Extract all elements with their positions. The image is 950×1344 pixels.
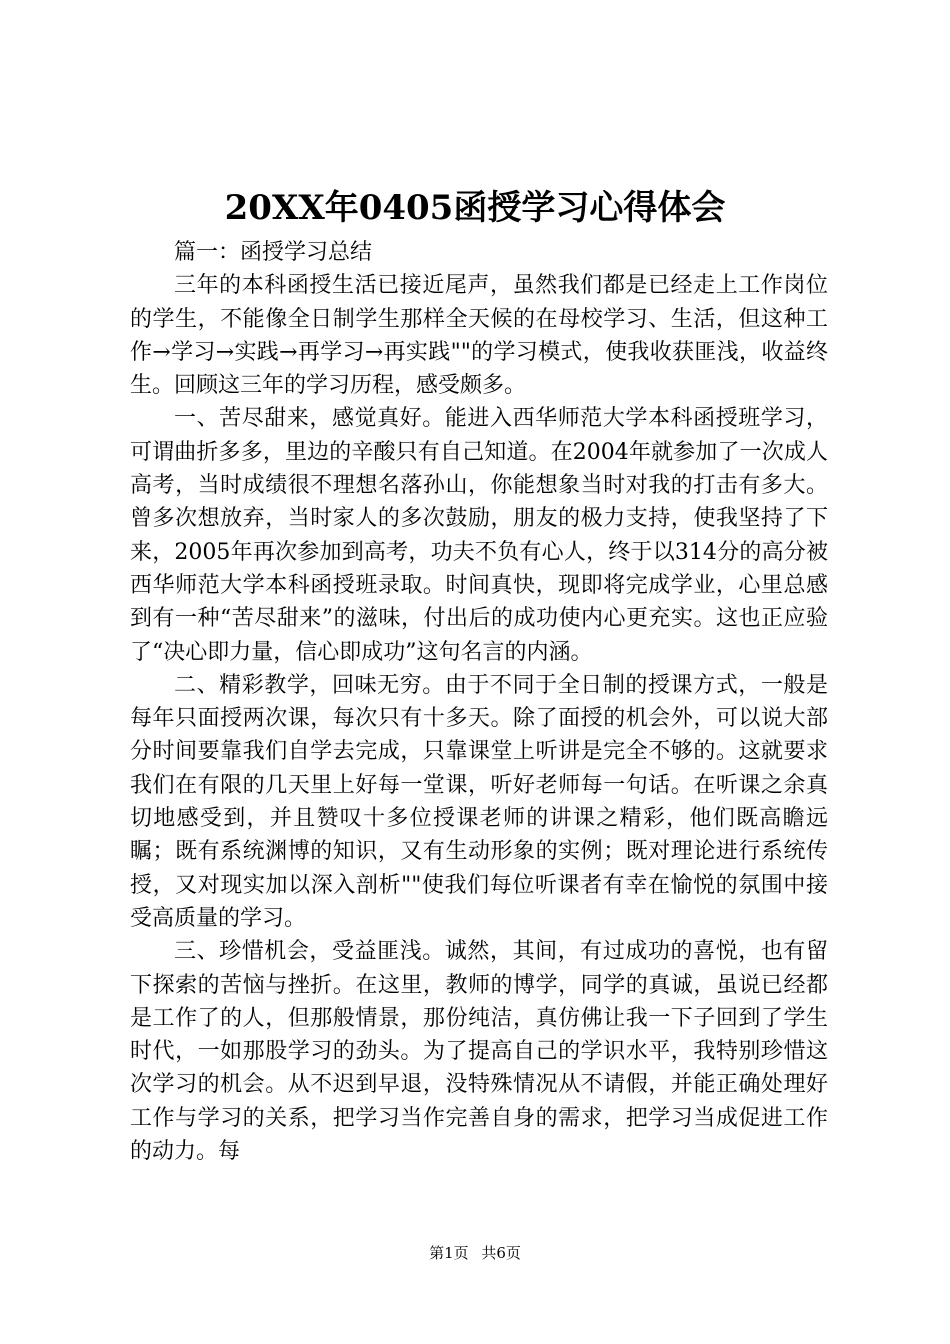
document-title: 20XX年0405函授学习心得体会 [224, 188, 726, 228]
paragraph-point-three: 三、珍惜机会，受益匪浅。诚然，其间，有过成功的喜悦，也有留下探索的苦恼与挫折。在这里，教师的博学，同学的真诚，虽说已经都是工作了的人，但那般情景，那份纯洁，真仿佛让我一下子回到了学生时代，一如那股学习的劲头。为了提高自己的学识水平，我特别珍惜这次学习的机会。从不迟到早退，没特殊情况从不请假，并能正确处理好工作与学习的关系，把学习当作完善自身的需求，把学习当成促进工作的动力。每 [130, 939, 828, 1165]
paragraph-point-two: 二、精彩教学，回味无穷。由于不同于全日制的授课方式，一般是每年只面授两次课，每次只有十多天。除了面授的机会外，可以说大部分时间要靠我们自学去完成，只靠课堂上听讲是完全不够的。这就要求我们在有限的几天里上好每一堂课，听好老师每一句话。在听课之余真切地感受到，并且赞叹十多位授课老师的讲课之精彩，他们既高瞻远瞩；既有系统渊博的知识，又有生动形象的实例；既对理论进行系统传授，又对现实加以深入剖析""使我们每位听课者有幸在愉悦的氛围中接受高质量的学习。 [130, 672, 828, 931]
paragraph-point-one: 一、苦尽甜来，感觉真好。能进入西华师范大学本科函授班学习，可谓曲折多多，里边的辛酸只有自己知道。在2004年就参加了一次成人高考，当时成绩很不理想名落孙山，你能想象当时对我的打击有多大。曾多次想放弃，当时家人的多次鼓励，朋友的极力支持，使我坚持了下来，2005年再次参加到高考，功夫不负有心人，终于以314分的高分被西华师范大学本科函授班录取。时间真快，现即将完成学业，心里总感到有一种“苦尽甜来”的滋味，付出后的成功使内心更充实。这也正应验了“决心即力量，信心即成功”这句名言的内涵。 [130, 406, 828, 665]
page-count: 共6页 [481, 1244, 521, 1262]
page-footer [0, 1243, 950, 1263]
document-body [130, 236, 828, 1168]
paragraph-intro: 三年的本科函授生活已接近尾声，虽然我们都是已经走上工作岗位的学生，不能像全日制学生那样全天候的在母校学习、生活，但这种工作→学习→实践→再学习→再实践""的学习模式，使我收获匪浅，收益终生。回顾这三年的学习历程，感受颇多。 [130, 273, 828, 399]
section-heading: 篇一：函授学习总结 [174, 240, 373, 265]
page-number: 第1页 [429, 1244, 469, 1262]
